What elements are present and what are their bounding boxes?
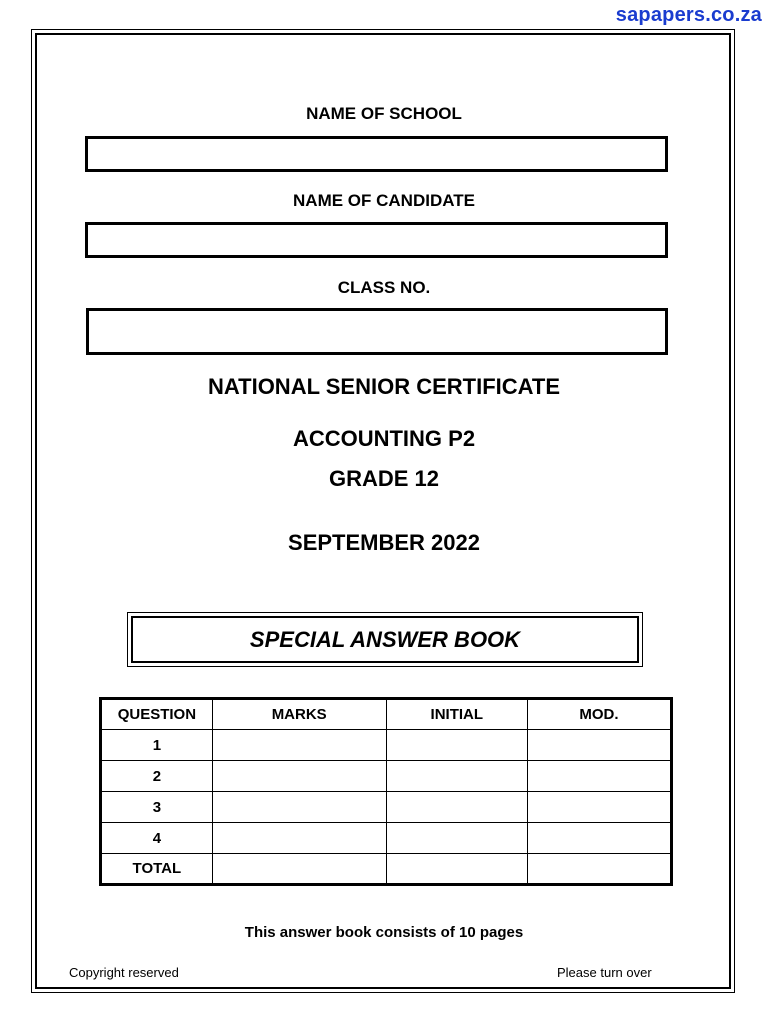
table-row <box>101 761 672 792</box>
table-row <box>101 792 672 823</box>
class-field[interactable] <box>86 308 668 355</box>
date-heading: SEPTEMBER 2022 <box>288 530 480 555</box>
subject-heading: ACCOUNTING P2 <box>292 426 476 451</box>
question-number: 2 <box>101 761 213 792</box>
question-number: 4 <box>101 823 213 854</box>
header-initial: INITIAL <box>386 699 527 730</box>
initial-cell[interactable] <box>386 761 527 792</box>
watermark-text: sapapers.co.za <box>615 4 762 26</box>
mod-cell[interactable] <box>527 823 671 854</box>
mod-cell[interactable] <box>527 854 671 885</box>
certificate-heading: NATIONAL SENIOR CERTIFICATE <box>208 374 560 399</box>
candidate-field[interactable] <box>85 222 668 258</box>
copyright-text: Copyright reserved <box>69 965 179 980</box>
turn-over-text: Please turn over <box>557 965 652 980</box>
initial-cell[interactable] <box>386 730 527 761</box>
mod-cell[interactable] <box>527 792 671 823</box>
marks-cell[interactable] <box>212 792 386 823</box>
header-question: QUESTION <box>101 699 213 730</box>
total-label: TOTAL <box>101 854 213 885</box>
marks-table <box>99 697 673 886</box>
pages-note: This answer book consists of 10 pages <box>244 924 524 941</box>
marks-cell[interactable] <box>212 823 386 854</box>
mod-cell[interactable] <box>527 761 671 792</box>
marks-cell[interactable] <box>212 730 386 761</box>
table-row <box>101 823 672 854</box>
marks-cell[interactable] <box>212 761 386 792</box>
table-row <box>101 730 672 761</box>
header-marks: MARKS <box>212 699 386 730</box>
initial-cell[interactable] <box>386 823 527 854</box>
question-number: 1 <box>101 730 213 761</box>
table-row-total <box>101 854 672 885</box>
grade-heading: GRADE 12 <box>328 466 440 491</box>
marks-cell[interactable] <box>212 854 386 885</box>
initial-cell[interactable] <box>386 792 527 823</box>
header-mod: MOD. <box>527 699 671 730</box>
table-header-row <box>101 699 672 730</box>
school-field[interactable] <box>85 136 668 172</box>
question-number: 3 <box>101 792 213 823</box>
mod-cell[interactable] <box>527 730 671 761</box>
class-label: CLASS NO. <box>337 278 431 297</box>
candidate-label: NAME OF CANDIDATE <box>293 191 475 210</box>
initial-cell[interactable] <box>386 854 527 885</box>
school-label: NAME OF SCHOOL <box>306 104 462 123</box>
special-title: SPECIAL ANSWER BOOK <box>131 616 639 663</box>
